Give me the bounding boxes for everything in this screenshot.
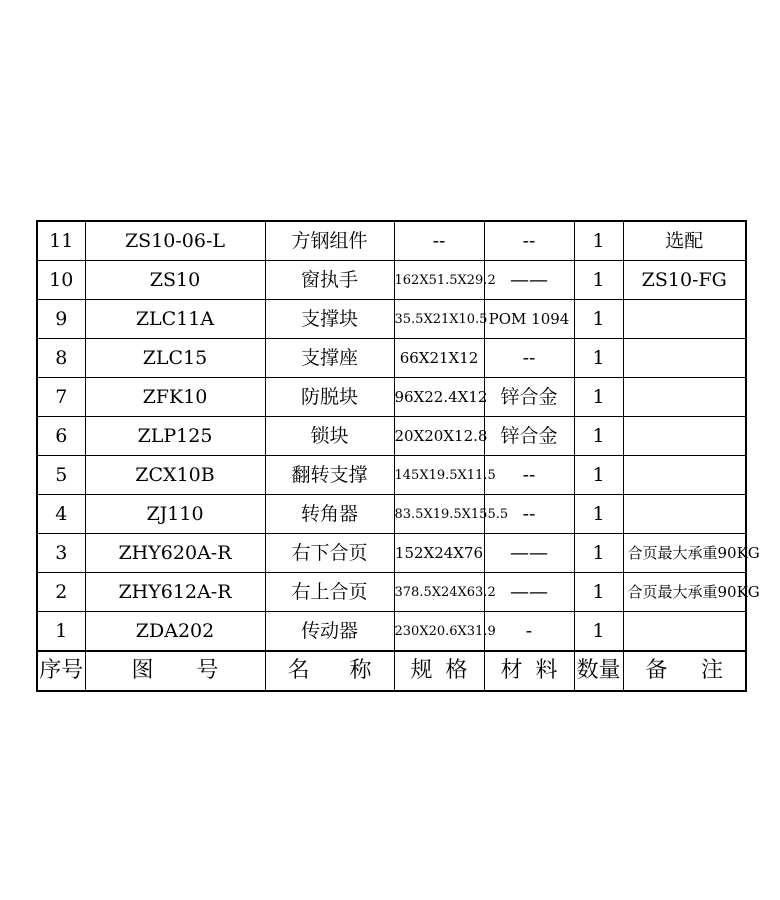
part-material: -- <box>484 495 574 534</box>
part-name: 防脱块 <box>265 378 394 417</box>
table-row <box>37 378 746 417</box>
part-remark <box>623 456 746 495</box>
header-material-char: 材 <box>500 658 523 683</box>
part-quantity: 1 <box>574 339 623 378</box>
part-remark: 合页最大承重90KG <box>623 534 746 573</box>
row-number: 6 <box>37 417 85 456</box>
part-spec: 20X20X12.8 <box>394 417 484 456</box>
part-material: -- <box>484 456 574 495</box>
header-spec-char: 格 <box>445 658 468 683</box>
part-remark: ZS10-FG <box>623 261 746 300</box>
part-material: 锌合金 <box>484 378 574 417</box>
part-material: -- <box>484 339 574 378</box>
part-spec: 145X19.5X11.5 <box>394 456 484 495</box>
part-name: 锁块 <box>265 417 394 456</box>
part-material: —— <box>484 261 574 300</box>
header-quantity: 数量 <box>574 651 623 691</box>
header-remark-char: 注 <box>700 658 723 683</box>
row-number: 5 <box>37 456 85 495</box>
part-remark <box>623 339 746 378</box>
part-remark: 选配 <box>623 221 746 261</box>
part-material: —— <box>484 573 574 612</box>
part-material: - <box>484 612 574 652</box>
row-number: 11 <box>37 221 85 261</box>
row-number: 4 <box>37 495 85 534</box>
header-material <box>484 651 574 691</box>
part-quantity: 1 <box>574 534 623 573</box>
part-code: ZS10-06-L <box>85 221 265 261</box>
part-code: ZLC11A <box>85 300 265 339</box>
part-quantity: 1 <box>574 612 623 652</box>
row-number: 1 <box>37 612 85 652</box>
part-spec: 378.5X24X63.2 <box>394 573 484 612</box>
row-number: 8 <box>37 339 85 378</box>
table-row <box>37 221 746 261</box>
part-remark: 合页最大承重90KG <box>623 573 746 612</box>
header-spec <box>394 651 484 691</box>
part-name: 传动器 <box>265 612 394 652</box>
part-quantity: 1 <box>574 300 623 339</box>
part-name: 转角器 <box>265 495 394 534</box>
header-spec-char: 规 <box>410 658 433 683</box>
part-quantity: 1 <box>574 456 623 495</box>
table-row <box>37 339 746 378</box>
part-code: ZLP125 <box>85 417 265 456</box>
part-name: 窗执手 <box>265 261 394 300</box>
part-code: ZHY612A-R <box>85 573 265 612</box>
part-spec: 66X21X12 <box>394 339 484 378</box>
header-remark <box>623 651 746 691</box>
part-spec: 35.5X21X10.5 <box>394 300 484 339</box>
part-spec: 96X22.4X12 <box>394 378 484 417</box>
part-code: ZS10 <box>85 261 265 300</box>
part-remark <box>623 300 746 339</box>
table-row <box>37 495 746 534</box>
header-name <box>265 651 394 691</box>
part-quantity: 1 <box>574 221 623 261</box>
table-row <box>37 261 746 300</box>
table-row <box>37 300 746 339</box>
table-header-row <box>37 651 746 691</box>
part-spec: 162X51.5X29.2 <box>394 261 484 300</box>
table-row <box>37 417 746 456</box>
part-remark <box>623 612 746 652</box>
part-name: 右下合页 <box>265 534 394 573</box>
part-spec: 83.5X19.5X155.5 <box>394 495 484 534</box>
part-remark <box>623 417 746 456</box>
header-remark-char: 备 <box>645 658 668 683</box>
bill-of-materials-table <box>36 220 760 692</box>
header-material-char: 料 <box>535 658 558 683</box>
table-row <box>37 534 746 573</box>
part-spec: -- <box>394 221 484 261</box>
part-quantity: 1 <box>574 417 623 456</box>
header-code-char: 图 <box>131 658 154 683</box>
part-name: 方钢组件 <box>265 221 394 261</box>
header-name-char: 名 <box>287 658 310 683</box>
part-spec: 230X20.6X31.9 <box>394 612 484 652</box>
part-name: 翻转支撑 <box>265 456 394 495</box>
row-number: 2 <box>37 573 85 612</box>
part-material: —— <box>484 534 574 573</box>
part-name: 支撑块 <box>265 300 394 339</box>
table-row <box>37 612 746 652</box>
part-quantity: 1 <box>574 378 623 417</box>
part-code: ZHY620A-R <box>85 534 265 573</box>
part-material: -- <box>484 221 574 261</box>
part-code: ZCX10B <box>85 456 265 495</box>
table-row <box>37 456 746 495</box>
header-code <box>85 651 265 691</box>
part-spec: 152X24X76 <box>394 534 484 573</box>
part-code: ZJ110 <box>85 495 265 534</box>
row-number: 3 <box>37 534 85 573</box>
row-number: 10 <box>37 261 85 300</box>
row-number: 9 <box>37 300 85 339</box>
part-name: 支撑座 <box>265 339 394 378</box>
part-code: ZLC15 <box>85 339 265 378</box>
row-number: 7 <box>37 378 85 417</box>
part-remark <box>623 378 746 417</box>
header-code-char: 号 <box>196 658 219 683</box>
part-material: 锌合金 <box>484 417 574 456</box>
table-row <box>37 573 746 612</box>
part-quantity: 1 <box>574 495 623 534</box>
header-name-char: 称 <box>349 658 372 683</box>
header-number: 序号 <box>37 651 85 691</box>
part-code: ZFK10 <box>85 378 265 417</box>
part-code: ZDA202 <box>85 612 265 652</box>
part-material: POM 1094 <box>484 300 574 339</box>
part-quantity: 1 <box>574 261 623 300</box>
part-name: 右上合页 <box>265 573 394 612</box>
part-quantity: 1 <box>574 573 623 612</box>
part-remark <box>623 495 746 534</box>
